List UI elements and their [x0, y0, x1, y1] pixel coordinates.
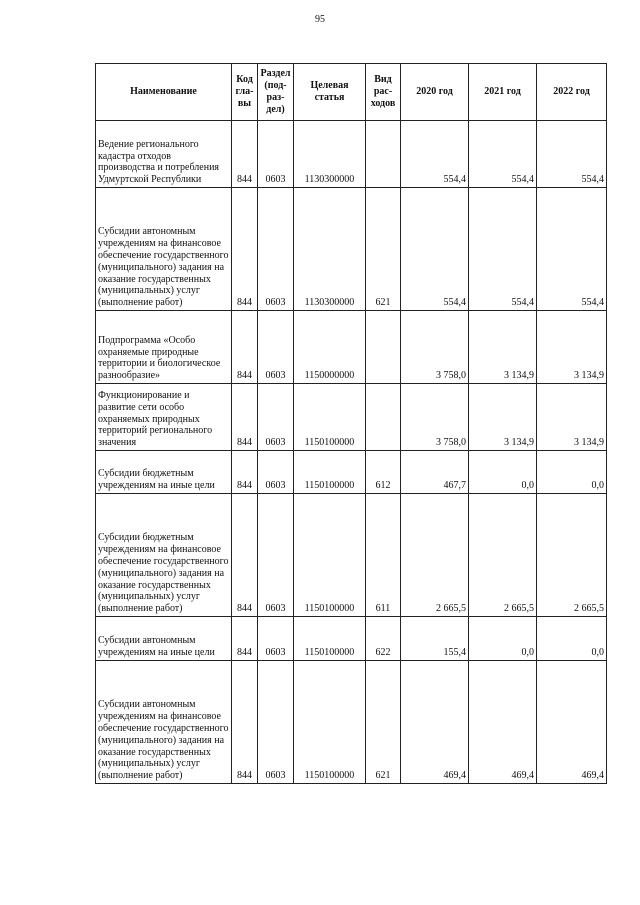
row-name-cell: Субсидии бюджетным учреждениям на финансовое обеспечение государственного (муниципального) задания на оказание государственных (муниципальных) услуг (выполнение работ): [96, 494, 232, 617]
row-expense-type-cell: 622: [366, 617, 401, 661]
row-target-cell: 1150100000: [294, 384, 366, 451]
row-value-2020: 3 758,0: [401, 384, 469, 451]
row-target-cell: 1150100000: [294, 617, 366, 661]
row-chapter-cell: 844: [232, 661, 258, 784]
row-chapter-cell: 844: [232, 384, 258, 451]
row-target-cell: 1130300000: [294, 121, 366, 188]
row-expense-type-cell: 621: [366, 188, 401, 311]
row-value-2020: 155,4: [401, 617, 469, 661]
row-expense-type-cell: [366, 311, 401, 384]
header-expense-type: Вид рас- ходов: [366, 64, 401, 121]
row-section-cell: 0603: [258, 384, 294, 451]
row-value-2021: 469,4: [469, 661, 537, 784]
row-value-2021: 3 134,9: [469, 311, 537, 384]
table-row: [96, 494, 607, 617]
row-target-cell: 1150100000: [294, 494, 366, 617]
row-value-2020: 469,4: [401, 661, 469, 784]
row-expense-type-cell: 621: [366, 661, 401, 784]
row-target-cell: 1150000000: [294, 311, 366, 384]
table-row: [96, 617, 607, 661]
row-value-2020: 3 758,0: [401, 311, 469, 384]
row-expense-type-cell: 611: [366, 494, 401, 617]
budget-table: [95, 63, 607, 784]
header-name: Наименование: [96, 64, 232, 121]
row-value-2022: 0,0: [537, 451, 607, 494]
row-section-cell: 0603: [258, 121, 294, 188]
row-value-2022: 2 665,5: [537, 494, 607, 617]
row-chapter-cell: 844: [232, 451, 258, 494]
row-value-2021: 2 665,5: [469, 494, 537, 617]
row-name-cell: Функционирование и развитие сети особо охраняемых природных территорий регионального значения: [96, 384, 232, 451]
page-number: 95: [315, 14, 325, 25]
row-name-cell: Ведение регионального кадастра отходов производства и потребления Удмуртской Республики: [96, 121, 232, 188]
header-target-article: Целевая статья: [294, 64, 366, 121]
row-value-2021: 0,0: [469, 617, 537, 661]
header-section: Раздел (под- раз- дел): [258, 64, 294, 121]
row-value-2020: 467,7: [401, 451, 469, 494]
table-row: [96, 188, 607, 311]
row-value-2022: 0,0: [537, 617, 607, 661]
row-name-cell: Подпрограмма «Особо охраняемые природные территории и биологическое разнообразие»: [96, 311, 232, 384]
row-section-cell: 0603: [258, 494, 294, 617]
row-value-2022: 3 134,9: [537, 311, 607, 384]
header-chapter-code: Код гла- вы: [232, 64, 258, 121]
row-value-2020: 2 665,5: [401, 494, 469, 617]
row-expense-type-cell: [366, 121, 401, 188]
row-name-cell: Субсидии автономным учреждениям на финансовое обеспечение государственного (муниципального) задания на оказание государственных (муниципальных) услуг (выполнение работ): [96, 661, 232, 784]
row-value-2021: 554,4: [469, 121, 537, 188]
row-chapter-cell: 844: [232, 121, 258, 188]
header-year-2022: 2022 год: [537, 64, 607, 121]
row-section-cell: 0603: [258, 617, 294, 661]
row-expense-type-cell: [366, 384, 401, 451]
row-chapter-cell: 844: [232, 188, 258, 311]
row-name-cell: Субсидии автономным учреждениям на иные цели: [96, 617, 232, 661]
row-value-2020: 554,4: [401, 188, 469, 311]
table-row: [96, 451, 607, 494]
row-expense-type-cell: 612: [366, 451, 401, 494]
row-value-2022: 3 134,9: [537, 384, 607, 451]
table-row: [96, 384, 607, 451]
table-row: [96, 121, 607, 188]
row-name-cell: Субсидии автономным учреждениям на финансовое обеспечение государственного (муниципального) задания на оказание государственных (муниципальных) услуг (выполнение работ): [96, 188, 232, 311]
header-year-2020: 2020 год: [401, 64, 469, 121]
row-value-2022: 554,4: [537, 188, 607, 311]
row-section-cell: 0603: [258, 311, 294, 384]
table-header-row: [96, 64, 607, 121]
row-section-cell: 0603: [258, 188, 294, 311]
row-value-2021: 554,4: [469, 188, 537, 311]
row-value-2022: 554,4: [537, 121, 607, 188]
row-value-2021: 3 134,9: [469, 384, 537, 451]
table-row: [96, 311, 607, 384]
row-target-cell: 1150100000: [294, 451, 366, 494]
row-value-2020: 554,4: [401, 121, 469, 188]
row-chapter-cell: 844: [232, 311, 258, 384]
row-section-cell: 0603: [258, 451, 294, 494]
row-target-cell: 1150100000: [294, 661, 366, 784]
row-value-2022: 469,4: [537, 661, 607, 784]
row-chapter-cell: 844: [232, 617, 258, 661]
header-year-2021: 2021 год: [469, 64, 537, 121]
row-section-cell: 0603: [258, 661, 294, 784]
row-chapter-cell: 844: [232, 494, 258, 617]
row-name-cell: Субсидии бюджетным учреждениям на иные цели: [96, 451, 232, 494]
table-row: [96, 661, 607, 784]
row-value-2021: 0,0: [469, 451, 537, 494]
row-target-cell: 1130300000: [294, 188, 366, 311]
